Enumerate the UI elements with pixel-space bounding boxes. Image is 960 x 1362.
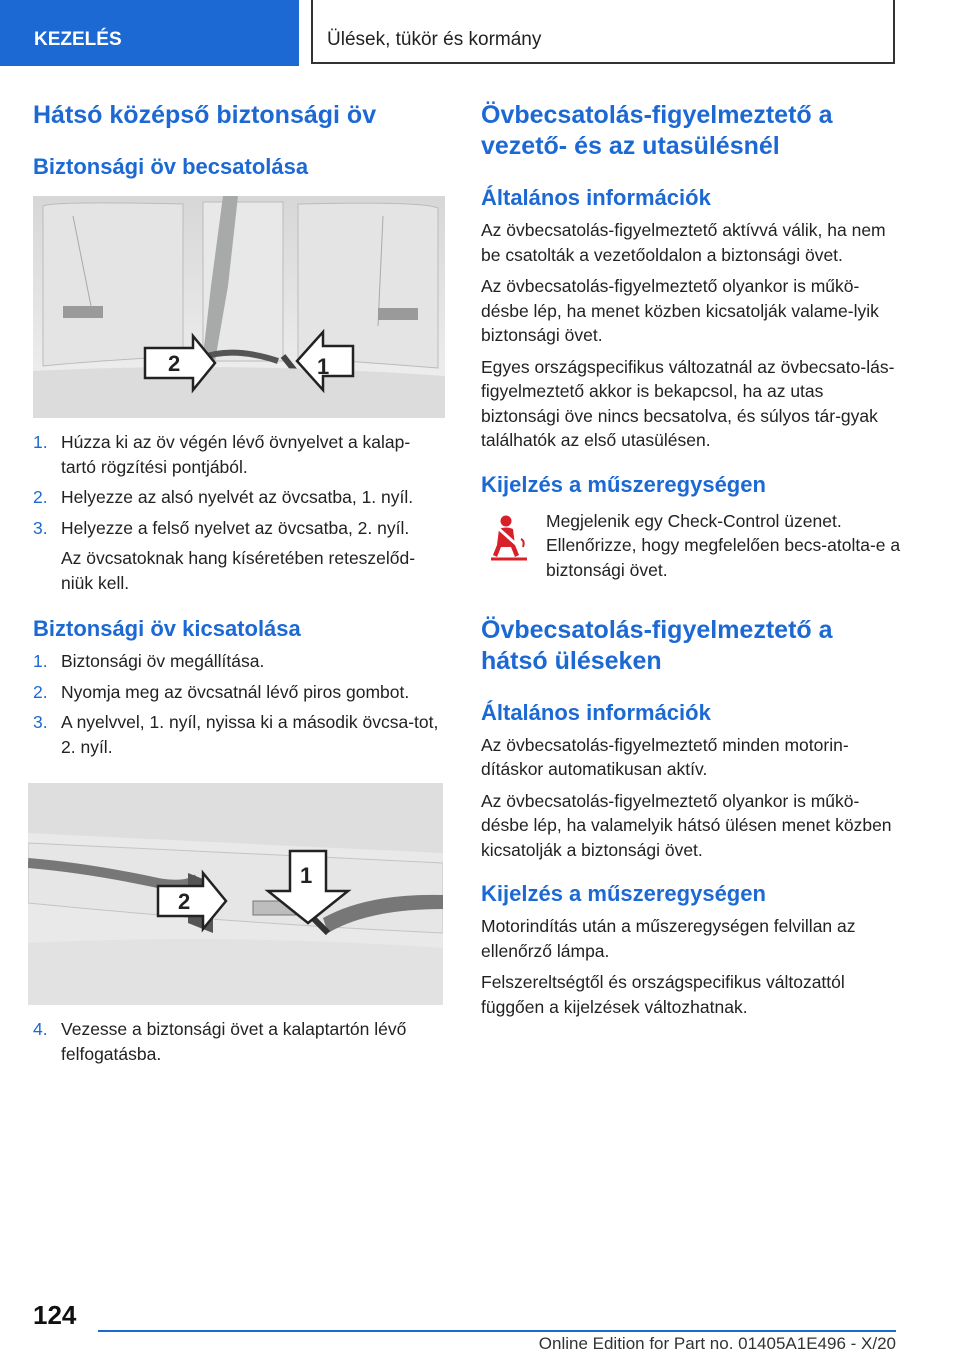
step3-note: Az övcsatoknak hang kíséretében reteszelőd-niük kell. (61, 548, 416, 593)
figure2-label-1: 1 (300, 863, 313, 888)
figure-unfasten-belt (28, 783, 443, 1005)
heading-instrument-display: Kijelzés a műszeregységen (481, 471, 766, 497)
list-item: 1. Biztonsági öv megállítása. (33, 651, 265, 671)
paragraph: Az övbecsatolás-figyelmeztető olyankor is műkö-désbe lép, ha valamelyik hátsó ülésen menet közben kicsatolják a biztonsági övet. (481, 790, 892, 860)
list-item: 2. Nyomja meg az övcsatnál lévő piros gombot. (33, 681, 410, 702)
section-title-rear-seatbelt-reminder: Övbecsatolás-figyelmeztető a hátsó üléseken (481, 615, 833, 675)
figure1-label-1: 1 (317, 354, 330, 379)
figure1-label-2: 2 (168, 351, 181, 376)
left-column (33, 100, 445, 1066)
seatbelt-warning-icon (481, 509, 537, 565)
display-message-text: Megjelenik egy Check-Control üzenet. Ellenőrizze, hogy megfelelően becs-atolta-e a biztonsági övet. (546, 510, 901, 580)
section-tab: KEZELÉS (0, 0, 299, 66)
chapter-title: Ülések, tükör és kormány (311, 0, 895, 64)
paragraph: Egyes országspecifikus változatnál az övbecsato-lás-figyelmeztető akkor is bekapcsol, ha az utas biztonsági öve nincs becsatolva, és súlyos tár-gyak találhatók az első utasülésen. (481, 356, 895, 450)
figure2-label-2: 2 (178, 889, 191, 914)
heading-general-info: Általános információk (481, 185, 711, 210)
fasten-steps (33, 430, 445, 595)
paragraph: Az övbecsatolás-figyelmeztető olyankor is műkö-désbe lép, ha menet közben kicsatolják valame-lyik biztonsági övet. (481, 276, 879, 345)
list-item: 3. Helyezze a felső nyelvet az övcsatba, 2. nyíl. Az övcsatoknak hang kíséretében reteszelőd-niük kell. (33, 516, 445, 596)
page-number: 124 (33, 1300, 77, 1330)
unfasten-steps (33, 649, 445, 759)
section-title-front-seatbelt-reminder: Övbecsatolás-figyelmeztető a vezető- és az utasülésnél (481, 101, 833, 160)
unfasten-step-4 (33, 1017, 445, 1066)
paragraph: Motorindítás után a műszeregységen felvillan az ellenőrző lámpa. (481, 916, 856, 961)
list-item: 2. Helyezze az alsó nyelvét az övcsatba, 1. nyíl. (33, 487, 414, 507)
figure-fasten-belt (33, 196, 445, 418)
paragraph: Az övbecsatolás-figyelmeztető aktívvá válik, ha nem be csatolták a vezetőoldalon a biztonsági övet. (481, 220, 886, 265)
paragraph: Az övbecsatolás-figyelmeztető minden motorin-dításkor automatikusan aktív. (481, 734, 849, 779)
heading-fasten-belt: Biztonsági öv becsatolása (33, 154, 309, 179)
right-column (481, 100, 901, 1019)
heading-unfasten-belt: Biztonsági öv kicsatolása (33, 616, 301, 641)
list-item: 3. A nyelvvel, 1. nyíl, nyissa ki a második övcsa-tot, 2. nyíl. (33, 712, 439, 757)
display-message-block (481, 509, 901, 589)
list-item: 1. Húzza ki az öv végén lévő övnyelvet a kalap-tartó rögzítési pontjából. (33, 432, 411, 477)
footer-divider (98, 1330, 896, 1332)
paragraph: Felszereltségtől és országspecifikus változattól függően a kijelzések változhatnak. (481, 972, 845, 1017)
heading-instrument-display: Kijelzés a műszeregységen (481, 881, 766, 906)
heading-general-info: Általános információk (481, 699, 711, 725)
section-title-rear-center-belt: Hátsó középső biztonsági öv (33, 101, 377, 129)
footer-edition: Online Edition for Part no. 01405A1E496 - X/20 (538, 1334, 896, 1353)
list-item: 4. Vezesse a biztonsági övet a kalaptartón lévő felfogatásba. (33, 1019, 407, 1064)
